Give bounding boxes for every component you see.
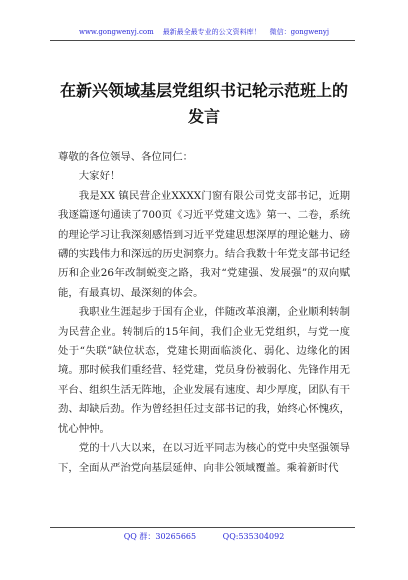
header-divider bbox=[50, 40, 355, 41]
header-wechat: 微信：gongwenyj bbox=[269, 28, 330, 36]
paragraph-2: 我职业生涯起步于国有企业，伴随改革浪潮，企业顺利转制为民营企业。转制后的15年间，我们企业无党组织，与党一度处于“失联”缺位状态，党建长期面临淡化、弱化、边缘化的困境。那时候我们重经营、轻党建，党员身份被弱化、先锋作用无平台、组织生活无阵地，企业发展有速度、却少厚度，团队有干劲、却缺后劲。作为曾经担任过支部书记的我，始终心怀愧疚，忧心忡忡。 bbox=[58, 306, 350, 435]
document-body bbox=[58, 148, 350, 478]
paragraph-3: 党的十八大以来，在以习近平同志为核心的党中央坚强领导下，全面从严治党向基层延伸、向非公领域覆盖。乘着新时代 bbox=[58, 442, 350, 474]
footer-qq: QQ:535304092 bbox=[222, 532, 285, 541]
greeting: 大家好！ bbox=[78, 170, 121, 183]
site-link[interactable]: www.gongwenyj.com bbox=[78, 28, 154, 36]
document-title bbox=[40, 78, 368, 130]
page-footer bbox=[0, 531, 408, 542]
footer-qq-group: QQ 群：30265665 bbox=[123, 532, 197, 541]
title-line-2: 发言 bbox=[187, 107, 220, 126]
footer-divider bbox=[50, 527, 355, 528]
header-slogan: 最新最全最专业的公文资料库！ bbox=[162, 28, 261, 36]
title-line-1: 在新兴领域基层党组织书记轮示范班上的 bbox=[59, 81, 348, 100]
salutation: 尊敬的各位领导、各位同仁： bbox=[58, 151, 194, 163]
page-header bbox=[0, 27, 408, 37]
paragraph-1: 我是XX 镇民营企业XXXX门窗有限公司党支部书记，近期我逐篇逐句通读了700页《习近平党建文选》第一、二卷，系统的理论学习让我深刻感悟到习近平党建思想深厚的理论魅力、磅礴的实践伟力和深远的历史洞察力。结合我数十年党支部书记经历和企业26年改制蜕变之路，我对“党建强、发展强”的双向赋能，有最真切、最深刻的体会。 bbox=[58, 189, 350, 299]
